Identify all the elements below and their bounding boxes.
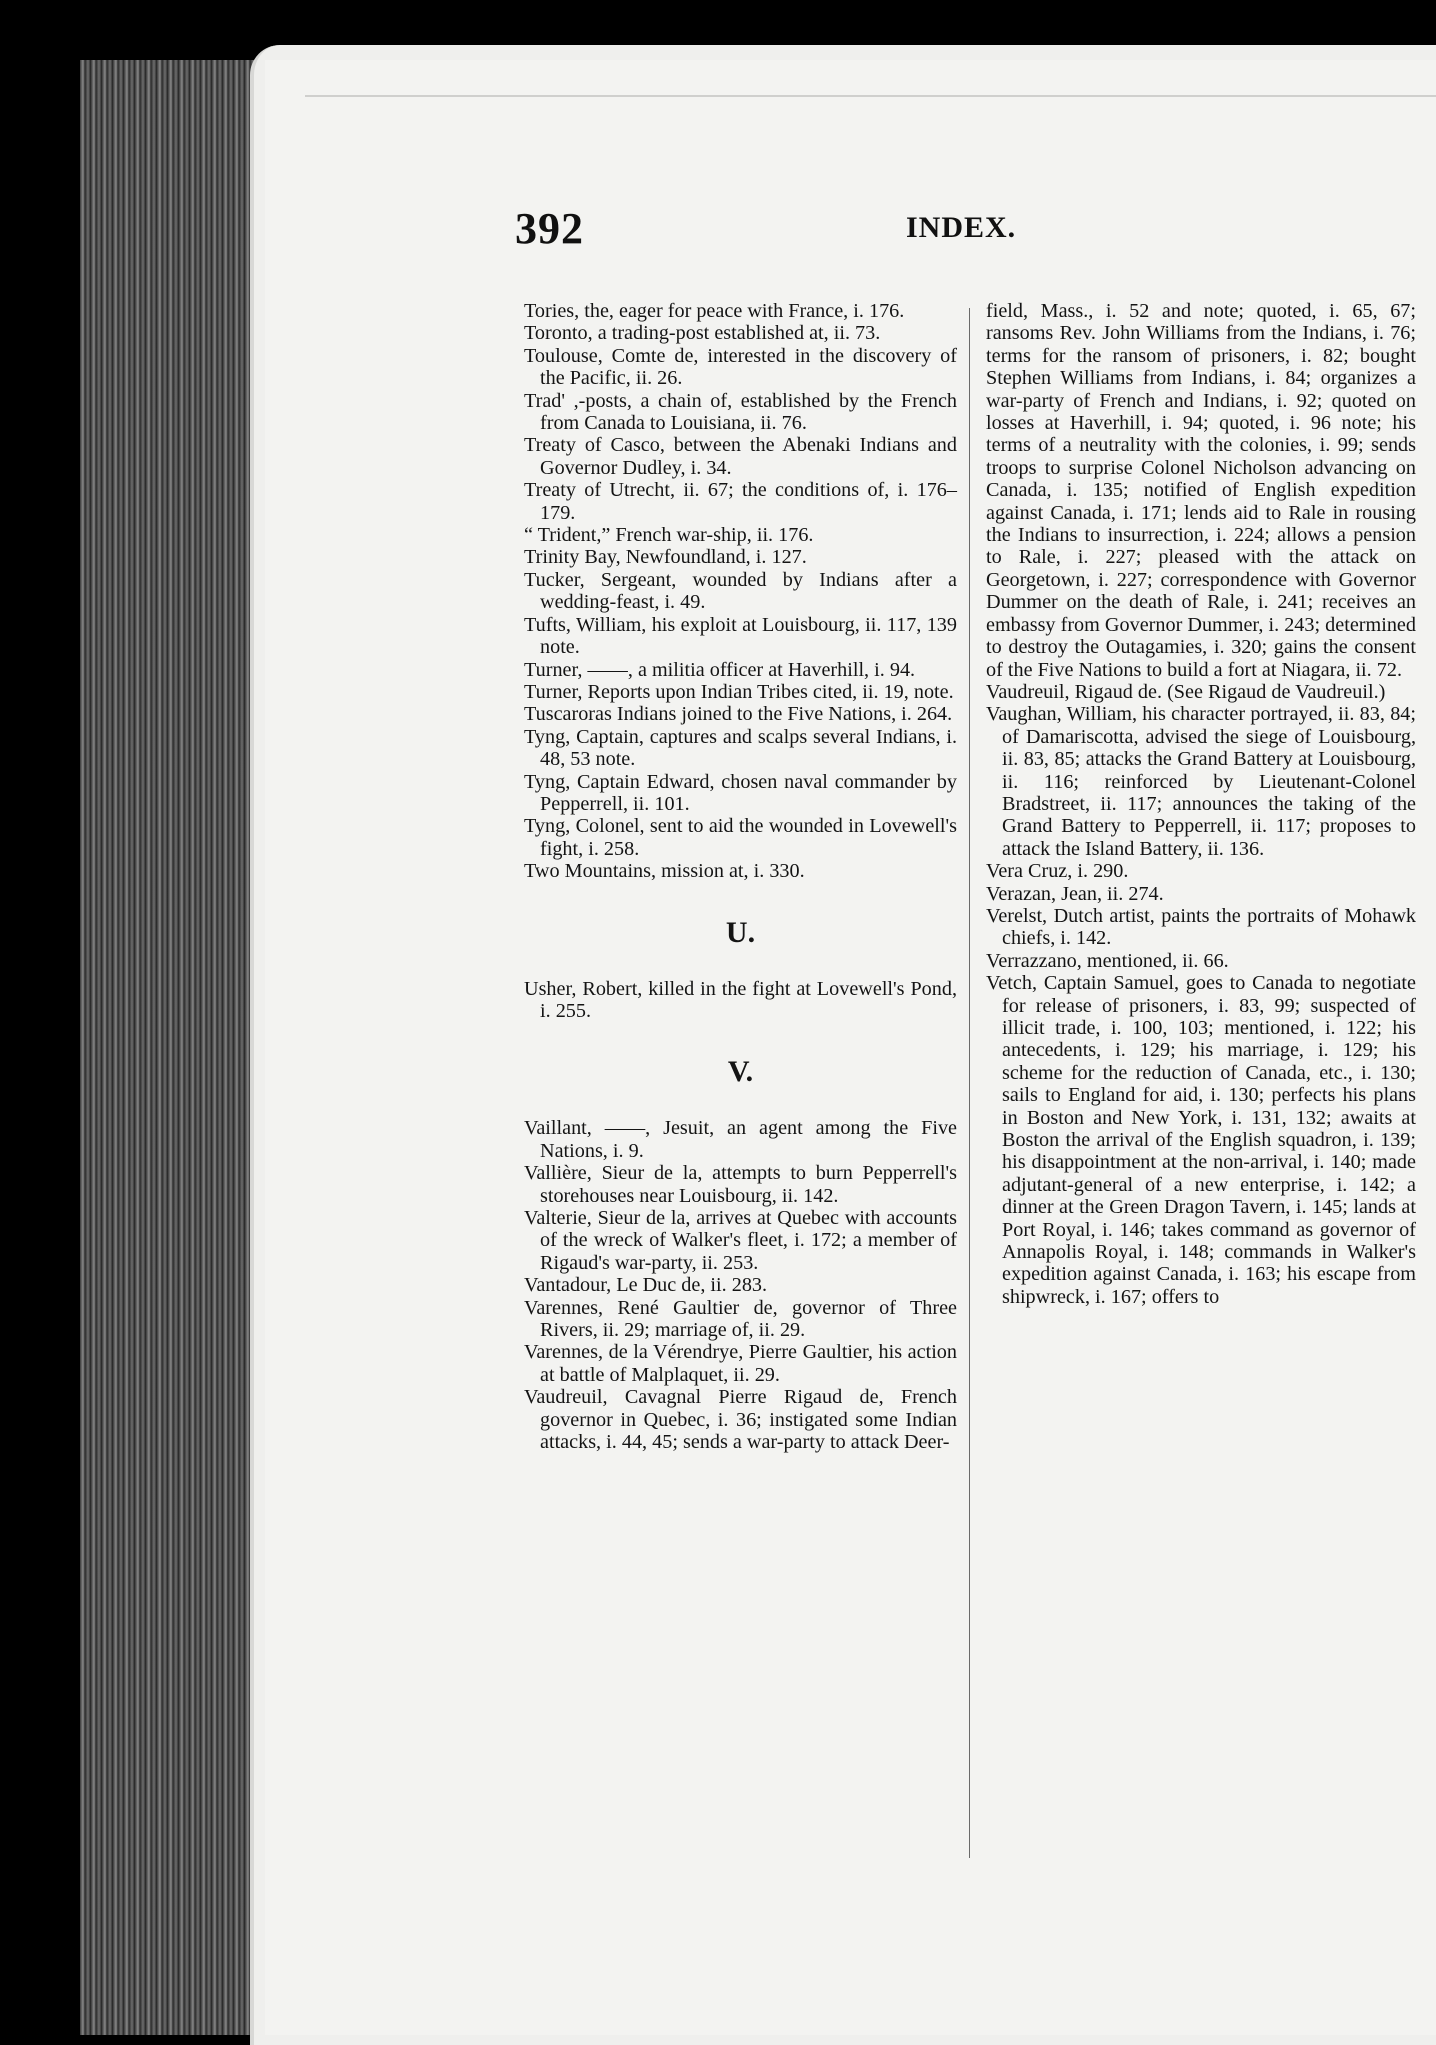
index-entry: Vaudreuil, Cavagnal Pierre Rigaud de, French governor in Quebec, i. 36; instigated some Indian attacks, i. 44, 45; sends a war-party to attack Deer- xyxy=(524,1386,957,1454)
index-entry: Tyng, Captain Edward, chosen naval commander by Pepperrell, ii. 101. xyxy=(524,770,957,815)
running-head: INDEX. xyxy=(906,211,1017,244)
right-column xyxy=(986,300,1416,1308)
index-entry: Toronto, a trading-post established at, ii. 73. xyxy=(524,322,881,345)
index-entry: Tyng, Captain, captures and scalps several Indians, i. 48, 53 note. xyxy=(524,725,957,771)
index-entry: Usher, Robert, killed in the fight at Lovewell's Pond, i. 255. xyxy=(524,977,957,1022)
section-letter-u: U. xyxy=(725,915,756,949)
index-entry: Two Mountains, mission at, i. 330. xyxy=(524,860,805,883)
index-entry: Toulouse, Comte de, interested in the discovery of the Pacific, ii. 26. xyxy=(524,344,957,390)
index-entry: Tyng, Colonel, sent to aid the wounded in Lovewell's fight, i. 258. xyxy=(524,815,957,860)
column-divider xyxy=(969,308,970,1858)
index-entry: Trinity Bay, Newfoundland, i. 127. xyxy=(524,546,807,569)
index-entry-continuation: field, Mass., i. 52 and note; quoted, i. 65, 67; ransoms Rev. John Williams from the Indians, i. 76; terms for the ransom of prisoners, i. 82; bought Stephen Williams from Indians, i. 84; organizes a war-party of French and Indians, i. 92; quoted on losses at Haverhill, i. 94; quoted, i. 96 note; his terms of a neutrality with the colonies, i. 99; sends troops to surprise Colonel Nicholson advancing on Canada, i. 135; notified of English expedition against Canada, i. 171; lends aid to Rale in rousing the Indians to insurrection, i. 224; allows a pension to Rale, i. 227; pleased with the attack on Georgetown, i. 227; correspondence with Governor Dummer on the death of Rale, i. 241; receives an embassy from Governor Dummer, i. 243; determined to destroy the Outagamies, i. 320; gains the consent of the Five Nations to build a fort at Niagara, ii. 72. xyxy=(986,300,1416,681)
section-letter-v: V. xyxy=(727,1055,754,1089)
book-spine xyxy=(80,60,270,2035)
index-entry: Tories, the, eager for peace with France, i. 176. xyxy=(524,300,905,322)
index-entry: Vaillant, ——, Jesuit, an agent among the Five Nations, i. 9. xyxy=(524,1117,957,1162)
page-number: 392 xyxy=(515,204,584,253)
index-entry: Trad' ,-posts, a chain of, established by the French from Canada to Louisiana, ii. 76. xyxy=(524,389,957,435)
index-entry: Verelst, Dutch artist, paints the portraits of Mohawk chiefs, i. 142. xyxy=(986,904,1416,950)
index-entry: Vetch, Captain Samuel, goes to Canada to negotiate for release of prisoners, i. 83, 99; suspected of illicit trade, i. 100, 103; mentioned, i. 122; his antecedents, i. 129; his marriage, i. 129; his scheme for the reduction of Canada, etc., i. 130; sails to England for aid, i. 130; perfects his plans in Boston and New York, i. 131, 132; awaits at Boston the arrival of the English squadron, i. 139; his disappointment at the non-arrival, i. 140; made adjutant-general of a new enterprise, i. 142; a dinner at the Green Dragon Tavern, i. 145; lands at Port Royal, i. 146; takes command as governor of Annapolis Royal, i. 148; commands in Walker's expedition against Canada, i. 163; his escape from shipwreck, i. 167; offers to xyxy=(986,972,1416,1308)
index-entry: Tuscaroras Indians joined to the Five Nations, i. 264. xyxy=(524,703,953,726)
index-entry: Tufts, William, his exploit at Louisbourg, ii. 117, 139 note. xyxy=(524,613,957,659)
index-entry: Tucker, Sergeant, wounded by Indians after a wedding-feast, i. 49. xyxy=(524,568,957,614)
index-entry: Varennes, de la Vérendrye, Pierre Gaultier, his action at battle of Malplaquet, ii. 29. xyxy=(524,1341,957,1386)
index-entry: Vallière, Sieur de la, attempts to burn Pepperrell's storehouses near Louisbourg, ii. 142. xyxy=(524,1162,957,1207)
page-edge-line xyxy=(305,95,1436,97)
index-entry: Treaty of Utrecht, ii. 67; the conditions of, i. 176–179. xyxy=(524,479,957,524)
index-entry: Verazan, Jean, ii. 274. xyxy=(986,882,1164,905)
index-entry: Turner, Reports upon Indian Tribes cited, ii. 19, note. xyxy=(524,680,954,703)
index-entry: Vaughan, William, his character portrayed, ii. 83, 84; of Damariscotta, advised the siege of Louisbourg, ii. 83, 85; attacks the Grand Battery at Louisbourg, ii. 116; reinforced by Lieutenant-Colonel Bradstreet, ii. 117; announces the taking of the Grand Battery to Pepperrell, ii. 117; proposes to attack the Island Battery, ii. 136. xyxy=(986,703,1416,860)
index-entry: Vaudreuil, Rigaud de. (See Rigaud de Vaudreuil.) xyxy=(986,680,1386,703)
index-entry: “ Trident,” French war-ship, ii. 176. xyxy=(524,524,814,547)
index-entry: Treaty of Casco, between the Abenaki Indians and Governor Dudley, i. 34. xyxy=(524,434,957,479)
index-entry: Varennes, René Gaultier de, governor of Three Rivers, ii. 29; marriage of, ii. 29. xyxy=(524,1296,957,1342)
index-entry: Verrazzano, mentioned, ii. 66. xyxy=(986,949,1229,972)
index-entry: Valterie, Sieur de la, arrives at Quebec with accounts of the wreck of Walker's fleet, i. 172; a member of Rigaud's war-party, ii. 253. xyxy=(524,1207,957,1274)
index-entry: Vantadour, Le Duc de, ii. 283. xyxy=(524,1274,768,1297)
left-column xyxy=(524,300,957,1453)
index-entry: Vera Cruz, i. 290. xyxy=(986,860,1129,883)
index-entry: Turner, ——, a militia officer at Haverhill, i. 94. xyxy=(524,658,916,681)
